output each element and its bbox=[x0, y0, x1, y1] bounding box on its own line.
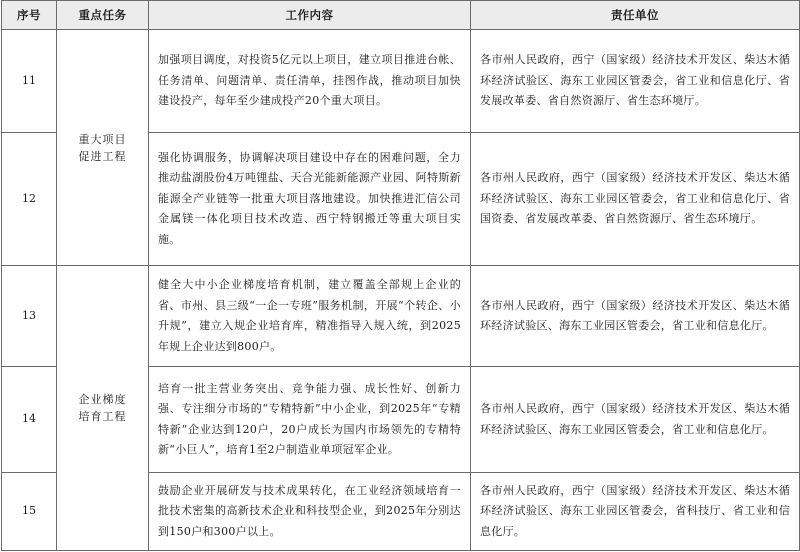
table-row bbox=[2, 266, 800, 367]
row-content: 鼓励企业开展研发与技术成果转化，在工业经济领域培育一批技术密集的高新技术企业和科技型企业，到2025年分别达到150户和300户以上。 bbox=[149, 473, 471, 551]
task-table bbox=[1, 0, 800, 551]
row-content: 加强项目调度，对投资5亿元以上项目，建立项目推进台帐、任务清单、问题清单、责任清单，挂图作战，推动项目加快建设投产，每年至少建成投产20个重大项目。 bbox=[149, 30, 471, 133]
row-unit: 各市州人民政府，西宁（国家级）经济技术开发区、柴达木循环经济试验区、海东工业园区管委会，省科技厅、省工业和信息化厅。 bbox=[471, 473, 800, 551]
row-task: 重大项目 促进工程 bbox=[57, 30, 149, 266]
header-seq: 序号 bbox=[2, 1, 57, 30]
header-row bbox=[2, 1, 800, 30]
row-unit: 各市州人民政府，西宁（国家级）经济技术开发区、柴达木循环经济试验区、海东工业园区管委会，省工业和信息化厅。 bbox=[471, 266, 800, 367]
row-unit: 各市州人民政府，西宁（国家级）经济技术开发区、柴达木循环经济试验区、海东工业园区管委会，省工业和信息化厅、省国资委、省发展改革委、省自然资源厅、省生态环境厅。 bbox=[471, 133, 800, 266]
row-unit: 各市州人民政府，西宁（国家级）经济技术开发区、柴达木循环经济试验区、海东工业园区管委会，省工业和信息化厅。 bbox=[471, 367, 800, 473]
row-unit: 各市州人民政府，西宁（国家级）经济技术开发区、柴达木循环经济试验区、海东工业园区管委会，省工业和信息化厅、省发展改革委、省自然资源厅、省生态环境厅。 bbox=[471, 30, 800, 133]
row-content: 强化协调服务，协调解决项目建设中存在的困难问题，全力推动盐湖股份4万吨锂盐、天合光能新能源产业园、阿特斯新能源全产业链等一批重大项目落地建设。加快推进汇信公司金属镁一体化项目技术改造、西宁特钢搬迁等重大项目实施。 bbox=[149, 133, 471, 266]
row-seq: 11 bbox=[2, 30, 57, 133]
row-seq: 12 bbox=[2, 133, 57, 266]
header-unit: 责任单位 bbox=[471, 1, 800, 30]
table-row bbox=[2, 30, 800, 133]
row-seq: 14 bbox=[2, 367, 57, 473]
row-content: 健全大中小企业梯度培育机制，建立覆盖全部规上企业的省、市州、县三级“一企一专班”服务机制，开展“个转企、小升规”，建立入规企业培育库，精准指导入规入统，到2025年规上企业达到800户。 bbox=[149, 266, 471, 367]
row-seq: 15 bbox=[2, 473, 57, 551]
row-seq: 13 bbox=[2, 266, 57, 367]
header-task: 重点任务 bbox=[57, 1, 149, 30]
header-content: 工作内容 bbox=[149, 1, 471, 30]
row-task: 企业梯度 培育工程 bbox=[57, 266, 149, 551]
row-content: 培育一批主营业务突出、竞争能力强、成长性好、创新力强、专注细分市场的“专精特新”中小企业，到2025年“专精特新”企业达到120户，20户成长为国内市场领先的专精特新“小巨人”，培育1至2户制造业单项冠军企业。 bbox=[149, 367, 471, 473]
